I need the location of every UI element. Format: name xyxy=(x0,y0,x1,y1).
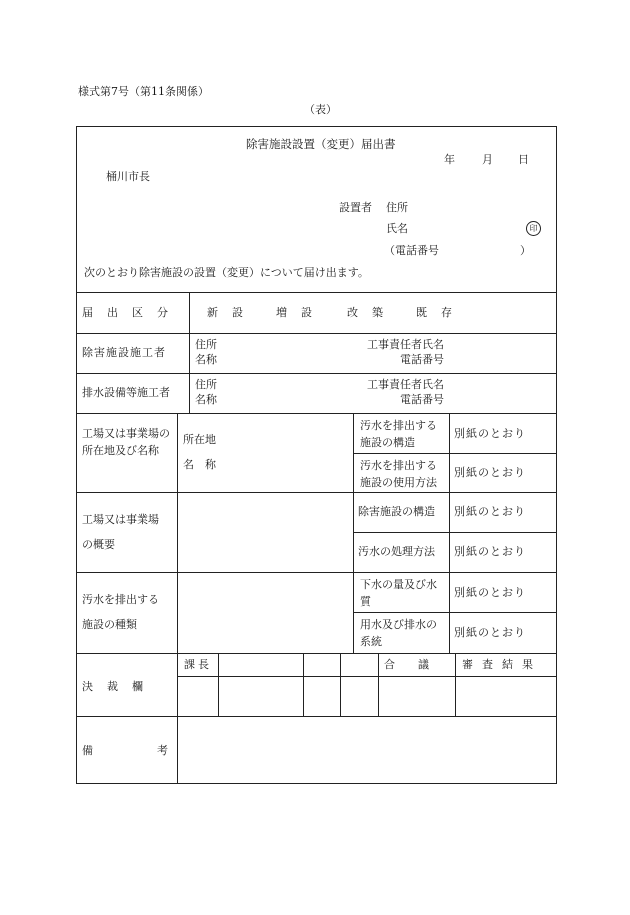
facility-contractor-engineer-label: 工事責任者氏名 xyxy=(367,338,444,351)
applicant-address-label: 住所 xyxy=(386,201,408,214)
row-divider xyxy=(76,333,557,334)
treatment-method-label: 汚水の処理方法 xyxy=(358,545,435,558)
category-option-expansion: 増設 xyxy=(276,306,326,319)
review-result-label: 審査結果 xyxy=(462,658,542,671)
column-divider xyxy=(455,654,456,716)
factory-location-label: 工場又は事業場の所在地及び名称 xyxy=(82,427,170,457)
row-divider xyxy=(76,373,557,374)
column-divider xyxy=(449,413,450,653)
row-divider xyxy=(76,292,557,293)
facility-contractor-address-label: 住所 xyxy=(195,338,217,351)
effluent-type-label-line2: 施設の種類 xyxy=(82,618,137,631)
facility-contractor-label: 除害施設施工者 xyxy=(82,346,166,359)
column-divider xyxy=(303,654,304,716)
column-divider xyxy=(218,654,219,716)
facility-contractor-name-label: 名称 xyxy=(195,353,217,366)
column-divider xyxy=(378,654,379,716)
category-option-new: 新設 xyxy=(207,306,257,319)
date-day-label: 日 xyxy=(518,153,529,166)
location-label: 所在地 xyxy=(183,433,216,446)
per-attached-text: 別紙のとおり xyxy=(454,586,526,599)
column-divider xyxy=(353,413,354,653)
column-divider xyxy=(177,654,178,784)
consultation-label: 合 議 xyxy=(384,658,435,671)
sewage-quality-label: 下水の量及び水質 xyxy=(360,578,437,608)
seal-mark-icon: 印 xyxy=(526,221,541,236)
per-attached-text: 別紙のとおり xyxy=(454,466,526,479)
water-system-label: 用水及び排水の系統 xyxy=(360,618,437,648)
date-month-label: 月 xyxy=(482,153,493,166)
effluent-type-label-line1: 汚水を排出する xyxy=(82,593,159,606)
drainage-contractor-name-label: 名称 xyxy=(195,393,217,406)
column-divider xyxy=(189,292,190,413)
row-divider xyxy=(353,612,557,613)
date-year-label: 年 xyxy=(444,153,455,166)
drainage-contractor-phone-label: 電話番号 xyxy=(400,393,444,406)
per-attached-text: 別紙のとおり xyxy=(454,427,526,440)
row-divider xyxy=(76,492,557,493)
column-divider xyxy=(177,413,178,653)
form-number: 様式第7号（第11条関係） xyxy=(78,85,209,98)
row-divider xyxy=(76,413,557,414)
approval-label: 決裁欄 xyxy=(82,680,157,693)
applicant-name-label: 氏名 xyxy=(386,222,408,235)
effluent-structure-label: 汚水を排出する施設の構造 xyxy=(360,419,437,449)
row-divider xyxy=(353,532,557,533)
applicant-phone-close: ） xyxy=(520,244,531,257)
remarks-label: 備考 xyxy=(82,744,232,757)
statement-text: 次のとおり除害施設の設置（変更）について届け出ます。 xyxy=(84,266,369,279)
treatment-structure-label: 除害施設の構造 xyxy=(358,505,435,518)
drainage-contractor-label: 排水設備等施工者 xyxy=(82,386,170,399)
row-divider xyxy=(353,453,557,454)
front-side-label: （表） xyxy=(304,103,337,116)
name-label: 名 称 xyxy=(183,458,216,471)
row-divider xyxy=(76,716,557,717)
category-label: 届出区分 xyxy=(82,306,182,319)
per-attached-text: 別紙のとおり xyxy=(454,626,526,639)
column-divider xyxy=(340,654,341,716)
applicant-label: 設置者 xyxy=(339,201,372,214)
drainage-contractor-address-label: 住所 xyxy=(195,378,217,391)
section-chief-label: 課長 xyxy=(184,658,212,671)
applicant-phone-label: （電話番号 xyxy=(384,244,439,257)
factory-overview-label-line2: の概要 xyxy=(82,538,115,551)
drainage-contractor-engineer-label: 工事責任者氏名 xyxy=(367,378,444,391)
row-divider xyxy=(177,676,557,677)
category-option-renovation: 改築 xyxy=(347,306,397,319)
facility-contractor-phone-label: 電話番号 xyxy=(400,353,444,366)
addressee: 桶川市長 xyxy=(106,170,150,183)
factory-overview-label-line1: 工場又は事業場 xyxy=(82,513,159,526)
per-attached-text: 別紙のとおり xyxy=(454,505,526,518)
document-title: 除害施設設置（変更）届出書 xyxy=(246,137,396,151)
per-attached-text: 別紙のとおり xyxy=(454,545,526,558)
row-divider xyxy=(76,572,557,573)
category-option-existing: 既存 xyxy=(416,306,466,319)
approval-frame xyxy=(76,654,557,784)
effluent-usage-label: 汚水を排出する施設の使用方法 xyxy=(360,459,437,489)
